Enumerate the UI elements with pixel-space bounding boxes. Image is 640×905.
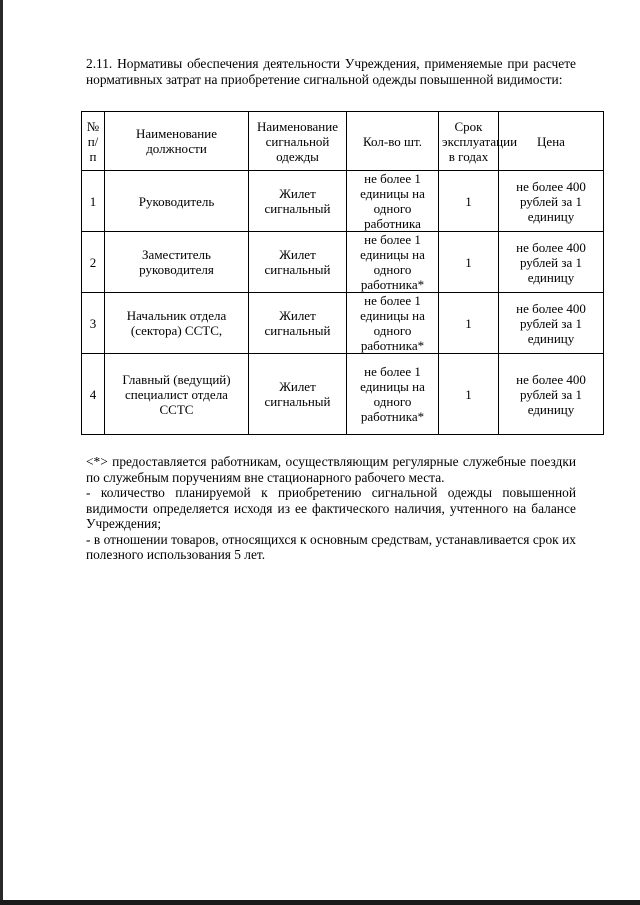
header-quantity: Кол-во шт. xyxy=(347,112,439,171)
table-row xyxy=(82,354,604,435)
cell-price: не более 400 рублей за 1 единицу xyxy=(499,232,604,293)
table-header-row xyxy=(82,112,604,171)
cell-position: Главный (ведущий) специалист отдела ССТС xyxy=(105,354,249,435)
header-position: Наименование должности xyxy=(105,112,249,171)
cell-number: 1 xyxy=(82,171,105,232)
note-useful-life: - в отношении товаров, относящихся к основным средствам, устанавливается срок их полезного использования 5 лет. xyxy=(86,531,576,562)
cell-clothing: Жилет сигнальный xyxy=(249,354,347,435)
norms-table xyxy=(81,111,604,435)
cell-term: 1 xyxy=(439,232,499,293)
note-quantity: - количество планируемой к приобретению сигнальной одежды повышенной видимости определяется исходя из ее фактического наличия, учтенного на балансе Учреждения; xyxy=(86,485,576,531)
table-row xyxy=(82,171,604,232)
cell-clothing: Жилет сигнальный xyxy=(249,232,347,293)
scan-edge-left xyxy=(0,0,3,905)
footnotes xyxy=(86,454,576,563)
header-number: № п/п xyxy=(82,112,105,171)
cell-number: 2 xyxy=(82,232,105,293)
cell-number: 3 xyxy=(82,293,105,354)
table-row xyxy=(82,293,604,354)
cell-quantity: не более 1 единицы на одного работника* xyxy=(347,354,439,435)
header-clothing: Наименование сигнальной одежды xyxy=(249,112,347,171)
cell-position: Руководитель xyxy=(105,171,249,232)
cell-position: Начальник отдела (сектора) ССТС, xyxy=(105,293,249,354)
cell-term: 1 xyxy=(439,354,499,435)
cell-clothing: Жилет сигнальный xyxy=(249,171,347,232)
cell-price: не более 400 рублей за 1 единицу xyxy=(499,354,604,435)
cell-price: не более 400 рублей за 1 единицу xyxy=(499,171,604,232)
cell-position: Заместитель руководителя xyxy=(105,232,249,293)
cell-quantity: не более 1 единицы на одного работника xyxy=(347,171,439,232)
header-term: Срок эксплуатации в годах xyxy=(439,112,499,171)
cell-number: 4 xyxy=(82,354,105,435)
cell-clothing: Жилет сигнальный xyxy=(249,293,347,354)
cell-quantity: не более 1 единицы на одного работника* xyxy=(347,232,439,293)
section-heading: 2.11. Нормативы обеспечения деятельности Учреждения, применяемые при расчете нормативных затрат на приобретение сигнальной одежды повышенной видимости: xyxy=(86,56,576,87)
cell-quantity: не более 1 единицы на одного работника* xyxy=(347,293,439,354)
scan-edge-bottom xyxy=(0,900,640,905)
table-row xyxy=(82,232,604,293)
cell-price: не более 400 рублей за 1 единицу xyxy=(499,293,604,354)
footnote-asterisk: <*> предоставляется работникам, осуществляющим регулярные служебные поездки по служебным поручениям вне стационарного рабочего места. xyxy=(86,454,576,485)
cell-term: 1 xyxy=(439,171,499,232)
cell-term: 1 xyxy=(439,293,499,354)
header-price: Цена xyxy=(499,112,604,171)
